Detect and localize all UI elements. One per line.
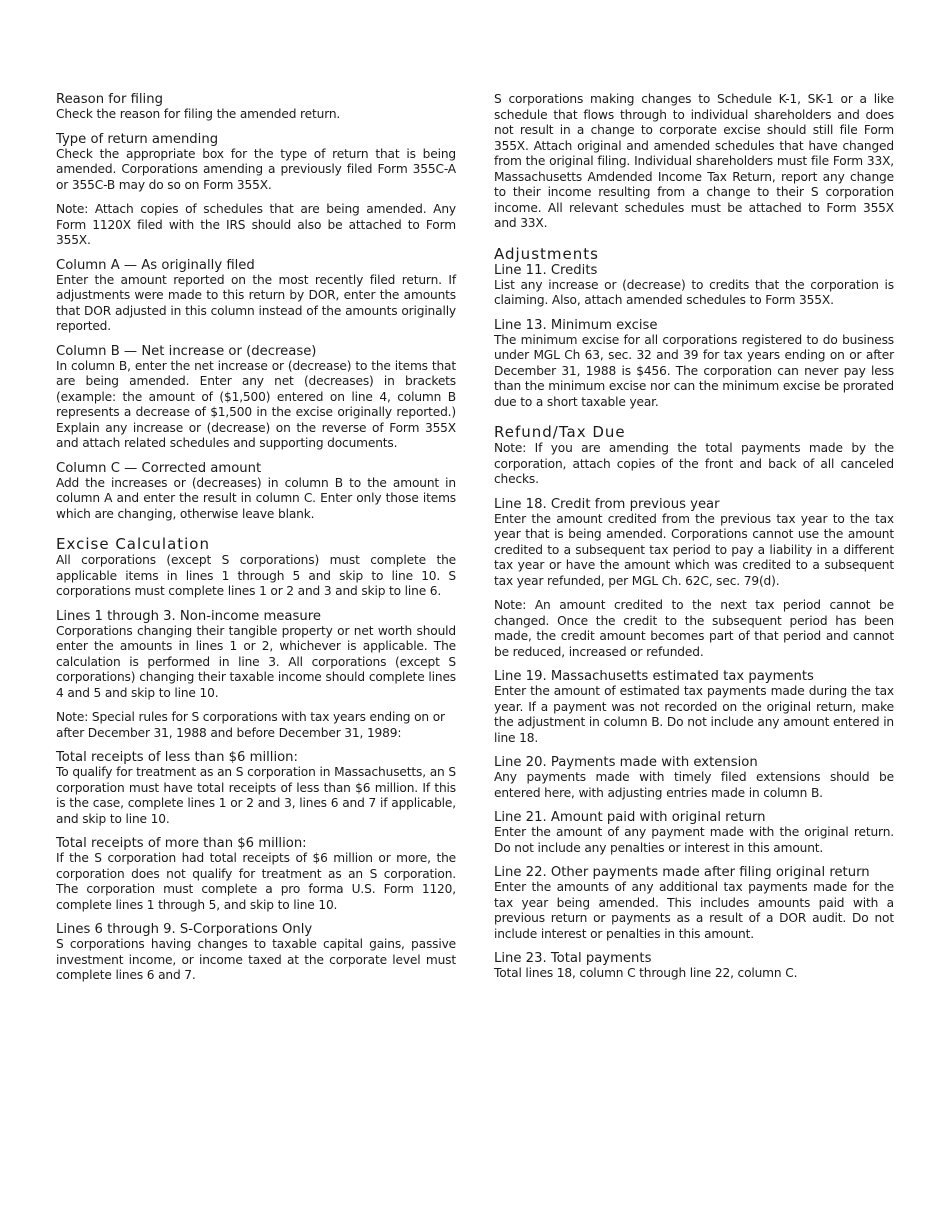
adjustments-title: Adjustments: [494, 244, 599, 263]
block-text: S corporations making changes to Schedule K-1, SK-1 or a like schedule that flows through to individual shareholders and does not result in a change to corporate excise should still file Form 355X. Attach original and amended schedules that have changed from the original filing. Individual shareholders must file Form 33X, Massachusetts Amdended Income Tax Return, report any change to their income resulting from a change to their S corporation income. All relevant schedules must be attached to Form 355X and 33X.: [494, 92, 894, 230]
column-b-block: [56, 344, 456, 452]
s-corp-note-block: [56, 710, 456, 741]
line-22-block: [494, 865, 894, 942]
block-text: All corporations (except S corporations) must complete the applicable items in lines 1 through 5 and skip to line 10. S corporations must complete lines 1 or 2 and 3 and skip to line 6.: [56, 553, 456, 598]
block-heading: Total receipts of more than $6 million:: [56, 836, 307, 851]
block-heading: Line 11. Credits: [494, 262, 598, 278]
column-c-block: [56, 461, 456, 523]
type-of-return-block: [56, 132, 456, 194]
block-heading: Line 13. Minimum excise: [494, 317, 658, 333]
block-heading: Line 22. Other payments made after filing original return: [494, 865, 870, 880]
block-heading: Column A — As originally filed: [56, 257, 255, 273]
block-heading: Line 19. Massachusetts estimated tax payments: [494, 669, 814, 684]
canceled-checks-note-block: [494, 441, 894, 488]
block-text: S corporations having changes to taxable capital gains, passive investment income, or income taxed at the corporate level must complete lines 6 and 7.: [56, 937, 456, 982]
column-a-block: [56, 258, 456, 335]
block-heading: Column C — Corrected amount: [56, 460, 262, 476]
block-heading: Column B — Net increase or (decrease): [56, 343, 317, 359]
note-text: Note: Special rules for S corporations with tax years ending on or after December 31, 1988 and before December 31, 1989:: [56, 710, 445, 740]
note-text: Note: If you are amending the total payments made by the corporation, attach copies of the front and back of all canceled checks.: [494, 441, 894, 486]
s-corp-changes-block: [494, 92, 894, 232]
receipts-more-block: [56, 836, 456, 913]
block-text: Enter the amount of estimated tax payments made during the tax year. If a payment was not recorded on the original return, make the adjustment in column B. Do not include any amount entered in line 18.: [494, 684, 894, 745]
refund-tax-due-title: Refund/Tax Due: [494, 423, 626, 441]
block-text: Enter the amount credited from the previous tax year to the tax year that is being amended. Corporations cannot use the amount credited to a subsequent tax period to pay a liability in a different tax year or have the amount which was credited to a subsequent tax year refunded, per MGL Ch. 62C, sec. 79(d).: [494, 511, 894, 588]
block-heading: Lines 1 through 3. Non-income measure: [56, 608, 321, 624]
block-text: Enter the amount reported on the most recently filed return. If adjustments were made to this return by DOR, enter the amounts that DOR adjusted in this column instead of the amounts originally reported.: [56, 272, 456, 333]
block-heading: Line 21. Amount paid with original return: [494, 810, 766, 825]
credit-note-block: [494, 598, 894, 660]
block-heading: Reason for filing: [56, 92, 163, 107]
receipts-less-block: [56, 750, 456, 827]
left-column: [56, 92, 456, 993]
line-19-block: [494, 669, 894, 746]
block-text: Total lines 18, column C through line 22, column C.: [494, 966, 798, 980]
block-heading: Type of return amending: [56, 131, 219, 147]
excise-intro-block: [56, 553, 456, 600]
line-20-block: [494, 755, 894, 801]
block-heading: Line 18. Credit from previous year: [494, 496, 720, 512]
block-text: If the S corporation had total receipts of $6 million or more, the corporation does not qualify for treatment as an S corporation. The corporation must complete a pro forma U.S. Form 1120, complete lines 1 through 5, and skip to line 10.: [56, 851, 456, 912]
line-23-block: [494, 951, 894, 982]
lines-1-3-block: [56, 609, 456, 702]
line-21-block: [494, 810, 894, 856]
block-text: List any increase or (decrease) to credits that the corporation is claiming. Also, attach amended schedules to Form 355X.: [494, 277, 894, 307]
line-13-block: [494, 318, 894, 411]
block-text: To qualify for treatment as an S corporation in Massachusetts, an S corporation must have total receipts of less than $6 million. If this is the case, complete lines 1 or 2 and 3, lines 6 and 7 if applicable, and skip to line 10.: [56, 765, 456, 826]
right-column: [494, 92, 894, 991]
reason-for-filing-block: [56, 92, 456, 123]
lines-6-9-block: [56, 922, 456, 984]
block-text: Check the reason for filing the amended return.: [56, 107, 341, 121]
block-heading: Lines 6 through 9. S-Corporations Only: [56, 922, 313, 937]
block-text: Check the appropriate box for the type of return that is being amended. Corporations amending a previously filed Form 355C-A or 355C-B may do so on Form 355X.: [56, 146, 456, 192]
attach-note-block: [56, 202, 456, 249]
excise-calculation-title: Excise Calculation: [56, 535, 210, 553]
block-text: Any payments made with timely filed extensions should be entered here, with adjusting entries made in column B.: [494, 770, 894, 800]
block-text: Corporations changing their tangible property or net worth should enter the amounts in lines 1 or 2, whichever is applicable. The calculation is performed in line 3. All corporations (except S corporations) changing their taxable income should complete lines 4 and 5 and skip to line 10.: [56, 623, 456, 700]
block-text: Add the increases or (decreases) in column B to the amount in column A and enter the result in column C. Enter only those items which are changing, otherwise leave blank.: [56, 475, 456, 521]
block-heading: Total receipts of less than $6 million:: [56, 750, 298, 765]
note-text: Note: An amount credited to the next tax period cannot be changed. Once the credit to the subsequent period has been made, the credit amount becomes part of that period and cannot be reduced, increased or refunded.: [494, 598, 894, 659]
block-text: In column B, enter the net increase or (decrease) to the items that are being amended. Enter any net (decreases) in brackets (example: the amount of ($1,500) entered on line 4, column B represents a decrease of $1,500 in the excise originally reported.) Explain any increase or (decrease) on the reverse of Form 355X and attach related schedules and supporting documents.: [56, 358, 456, 450]
block-text: The minimum excise for all corporations registered to do business under MGL Ch 63, sec. 32 and 39 for tax years ending on or after December 31, 1988 is $456. The corporation can never pay less than the minimum excise nor can the minimum excise be prorated due to a short taxable year.: [494, 332, 894, 409]
block-heading: Line 20. Payments made with extension: [494, 755, 758, 770]
block-text: Enter the amount of any payment made with the original return. Do not include any penalties or interest in this amount.: [494, 825, 894, 855]
block-text: Enter the amounts of any additional tax payments made for the tax year being amended. This includes amounts paid with a previous return or payments as a result of a DOR audit. Do not include interest or penalties in this amount.: [494, 880, 894, 941]
block-heading: Line 23. Total payments: [494, 951, 652, 966]
note-text: Note: Attach copies of schedules that are being amended. Any Form 1120X filed with the IRS should also be attached to Form 355X.: [56, 202, 456, 247]
line-11-block: [494, 263, 894, 309]
line-18-block: [494, 497, 894, 590]
